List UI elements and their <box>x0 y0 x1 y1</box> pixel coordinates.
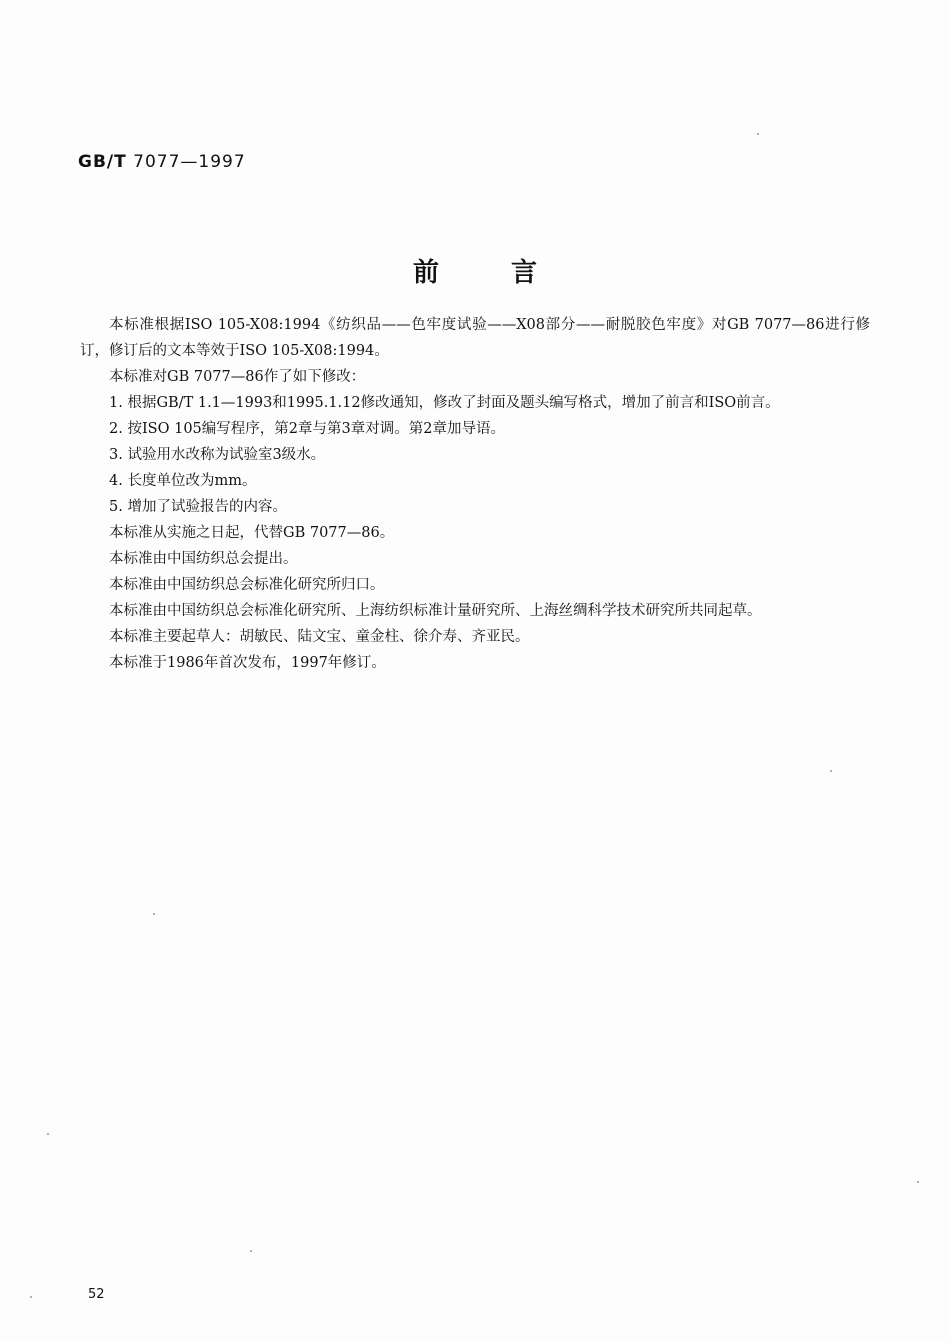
paragraph: 本标准对GB 7077—86作了如下修改： <box>109 369 366 385</box>
paragraph: 本标准根据ISO 105-X08:1994《纺织品——色牢度试验——X08部分——耐脱胶色牢度》对GB 7077—86进行修订，修订后的文本等效于ISO 105-X08:1994。 <box>80 317 870 359</box>
list-item: 2. 按ISO 105编写程序，第2章与第3章对调。第2章加导语。 <box>109 421 505 437</box>
standard-code <box>78 152 246 172</box>
scan-speck <box>830 770 832 772</box>
paragraph: 本标准由中国纺织总会提出。 <box>109 551 298 567</box>
scan-speck <box>153 913 155 915</box>
paragraph: 本标准由中国纺织总会标准化研究所归口。 <box>109 577 385 593</box>
scan-speck <box>47 1133 49 1135</box>
standard-prefix: GB/T <box>78 152 127 172</box>
list-item: 3. 试验用水改称为试验室3级水。 <box>109 447 326 463</box>
page-title: 前言 <box>412 258 609 288</box>
paragraph: 本标准于1986年首次发布，1997年修订。 <box>109 655 386 671</box>
scan-speck <box>250 1250 252 1252</box>
paragraph: 本标准从实施之日起，代替GB 7077—86。 <box>109 525 395 541</box>
scan-speck <box>30 1296 32 1298</box>
list-item: 4. 长度单位改为mm。 <box>109 473 257 489</box>
scan-speck <box>757 133 759 135</box>
document-body <box>80 312 870 676</box>
paragraph: 本标准由中国纺织总会标准化研究所、上海纺织标准计量研究所、上海丝绸科学技术研究所共同起草。 <box>109 603 762 619</box>
scan-speck <box>917 1181 919 1183</box>
list-item: 5. 增加了试验报告的内容。 <box>109 499 287 515</box>
page-number: 52 <box>88 1287 105 1302</box>
standard-number: 7077—1997 <box>133 152 246 172</box>
list-item: 1. 根据GB/T 1.1—1993和1995.1.12修改通知，修改了封面及题头编写格式，增加了前言和ISO前言。 <box>109 395 780 411</box>
paragraph: 本标准主要起草人：胡敏民、陆文宝、童金柱、徐介寿、齐亚民。 <box>109 629 530 645</box>
